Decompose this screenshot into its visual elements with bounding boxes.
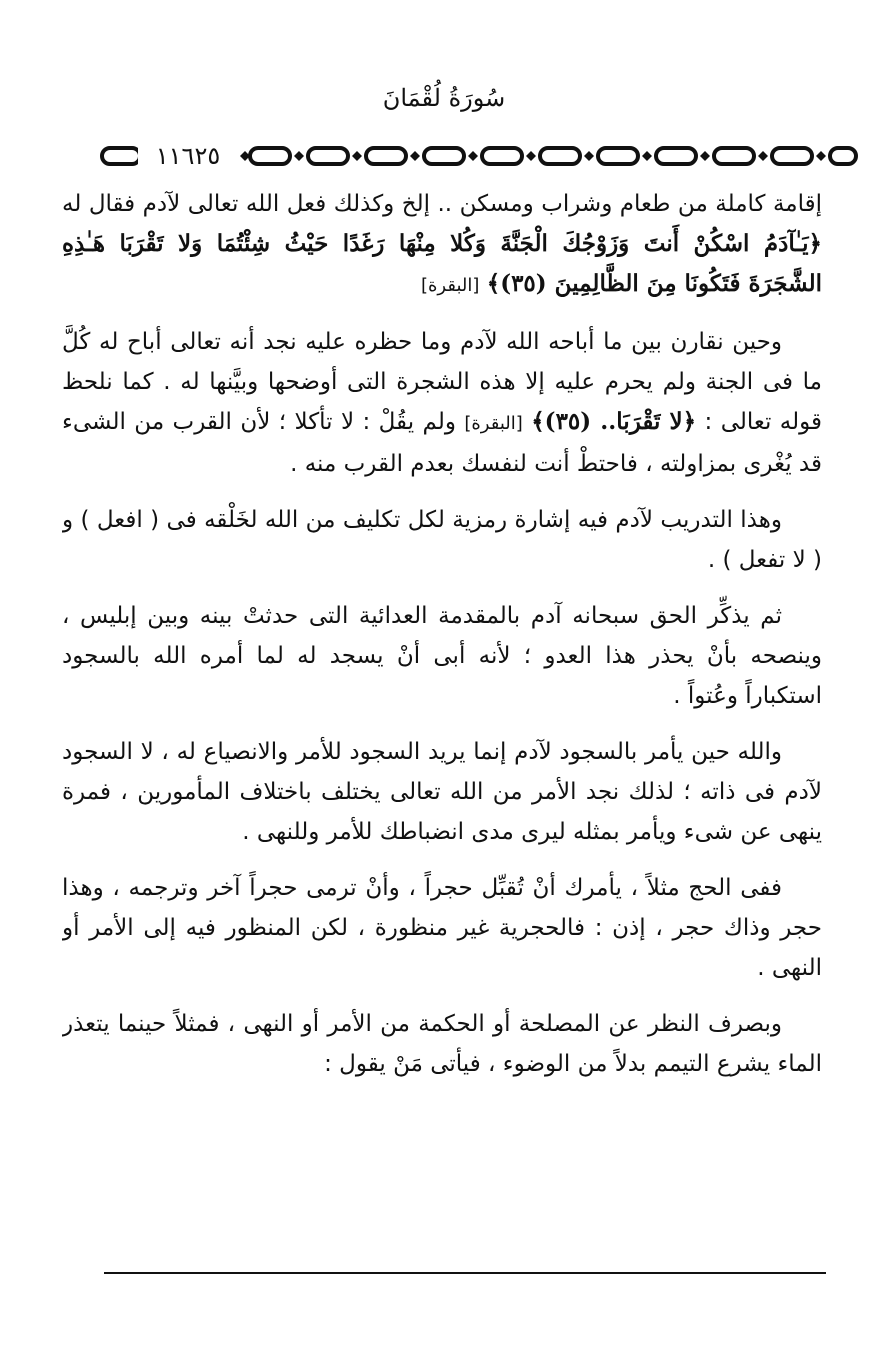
- paragraph-text: إقامة كاملة من طعام وشراب ومسكن .. إلخ وكذلك فعل الله تعالى لآدم فقال له: [62, 191, 822, 217]
- surah-reference: [البقرة]: [420, 275, 480, 296]
- paragraph-4: ثم يذكِّر الحق سبحانه آدم بالمقدمة العدائية التى حدثتْ بينه وبين إبليس ، وينصحه بأنْ يحذر هذا العدو ؛ لأنه أبى أنْ يسجد له لما أمره الله بالسجود استكباراً وعُتواً .: [62, 603, 822, 709]
- paragraph-2: [62, 322, 822, 484]
- surah-title: سُورَةُ لُقْمَانَ: [382, 84, 506, 112]
- paragraph-7: وبصرف النظر عن المصلحة أو الحكمة من الأمر أو النهى ، فمثلاً حينما يتعذر الماء يشرع التيمم بدلاً من الوضوء ، فيأتى مَنْ يقول :: [62, 1011, 822, 1077]
- footer-divider: [104, 1272, 826, 1274]
- body-text: [62, 184, 822, 1254]
- paragraph-text: ولم يقُلْ : لا تأكلا ؛ لأن القرب من الشىء قد يُغْرى بمزاولته ، فاحتطْ أنت لنفسك بعدم القرب منه .: [62, 409, 822, 477]
- paragraph-1: [62, 184, 822, 306]
- quran-verse: ﴿يَـٰآدَمُ اسْكُنْ أَنتَ وَزَوْجُكَ الْجَنَّةَ وَكُلا مِنْهَا رَغَدًا حَيْثُ شِئْتُمَا وَلا تَقْرَبَا هَـٰذِهِ الشَّجَرَةَ فَتَكُونَا مِنَ الظَّالِمِينَ (٣٥)﴾: [62, 230, 822, 297]
- paragraph-5: والله حين يأمر بالسجود لآدم إنما يريد السجود للأمر والانصياع له ، لا السجود لآدم فى ذاته ؛ لذلك نجد الأمر من الله تعالى يختلف باختلاف المأمورين ، فمرة ينهى عن شىء ويأمر بمثله ليرى مدى انضباطك للأمر وللنهى .: [62, 739, 822, 845]
- paragraph-3: وهذا التدريب لآدم فيه إشارة رمزية لكل تكليف من الله لخَلْقه فى ( افعل ) و ( لا تفعل ) .: [62, 507, 822, 573]
- surah-reference: [البقرة]: [464, 413, 523, 434]
- paragraph-text: وحين نقارن بين ما أباحه الله لآدم وما حظره عليه نجد أنه تعالى أباح له كُلَّ ما فى الجنة ولم يحرم عليه إلا هذه الشجرة التى أوضحها وبيَّنها له . كما نلحظ قوله تعالى :: [62, 329, 822, 435]
- page-number: ١١٦٢٥: [138, 140, 238, 172]
- paragraph-6: ففى الحج مثلاً ، يأمرك أنْ تُقبِّل حجراً ، وأنْ ترمى حجراً آخر وترجمه ، وهذا حجر وذاك حجر ، إذن : فالحجرية غير منظورة ، لكن المنظور فيه إلى الأمر أو النهى .: [62, 875, 822, 981]
- quran-verse: ﴿لا تَقْرَبَا.. (٣٥)﴾: [531, 408, 697, 435]
